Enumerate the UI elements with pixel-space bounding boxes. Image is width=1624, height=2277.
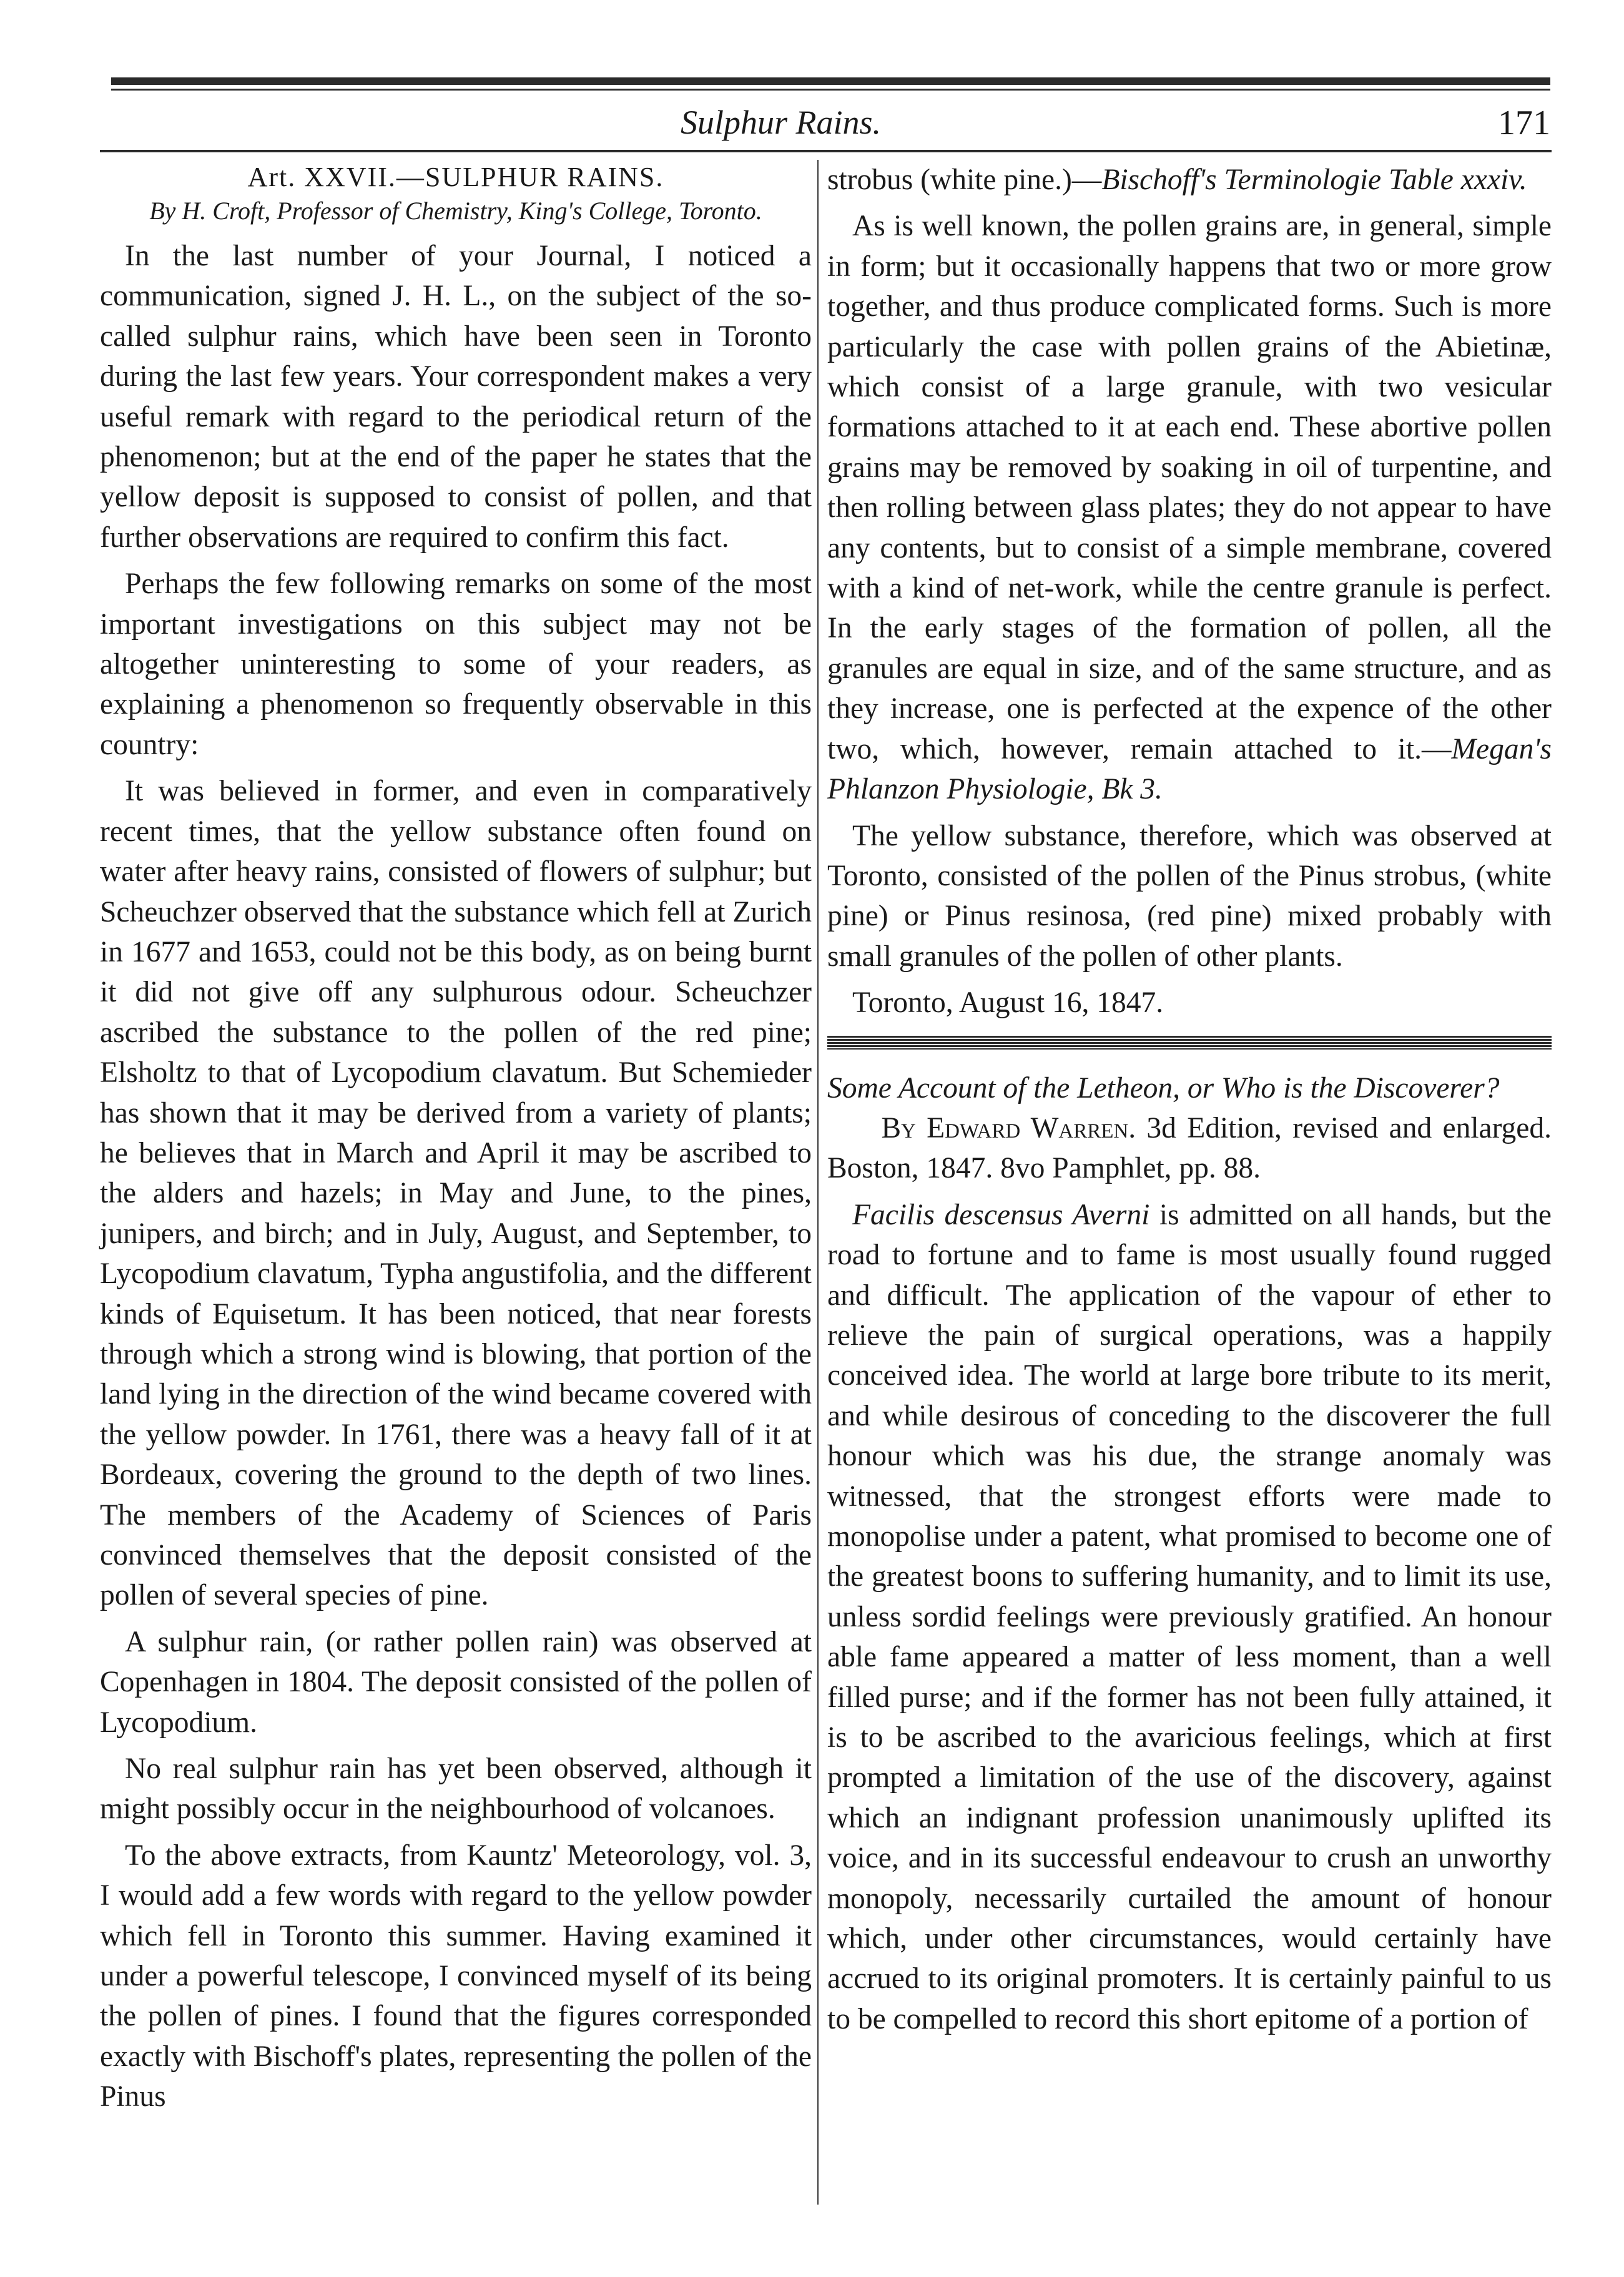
review-body <box>827 1195 1552 2040</box>
article-signature: Toronto, August 16, 1847. <box>852 986 1164 1020</box>
running-title: Sulphur Rains. <box>681 104 882 141</box>
article-paragraph-pollen <box>827 206 1552 809</box>
article-title: Art. XXVII.—SULPHUR RAINS. <box>247 162 664 192</box>
latin-phrase: Facilis descensus Averni <box>852 1198 1150 1231</box>
article-paragraph-conclusion: The yellow substance, therefore, which was observed at Toronto, consisted of the pollen of the Pinus strobus, (white pine) or Pinus resinosa, (red pine) mixed probably with small granules of the pollen of other plants. <box>827 819 1552 973</box>
article-paragraph-6: To the above extracts, from Kauntz' Meteorology, vol. 3, I would add a few words with regard to the yellow powder which fell in Toronto this summer. Having examined it under a powerful telescope, I convinced myself of its being the pollen of pines. I found that the figures corresponded exactly with Bischoff's plates, representing the pollen of the Pinus <box>100 1839 812 2113</box>
article-byline: By H. Croft, Professor of Chemistry, King's College, Toronto. <box>149 197 762 225</box>
column-divider <box>817 160 819 2205</box>
page-number: 171 <box>1498 104 1550 142</box>
continued-text: strobus (white pine.)— <box>827 164 1102 196</box>
review-heading <box>827 1068 1552 1189</box>
article-paragraph-1: In the last number of your Journal, I noticed a communication, signed J. H. L., on the subject of the so-called sulphur rains, which have been seen in Toronto during the last few years. Your correspondent makes a very useful remark with regard to the periodical return of the phenomenon; but at the end of the paper he states that the yellow deposit is supposed to consist of pollen, and that further observations are required to confirm this fact. <box>100 240 812 554</box>
article-paragraph-2: Perhaps the few following remarks on some of the most important investigations on this subject may not be altogether uninteresting to some of your readers, as explaining a phenomenon so frequently observable in this country: <box>100 568 812 761</box>
citation-bischoff: Bischoff's Terminologie Table xxxiv. <box>1101 164 1527 196</box>
top-double-rule-thin <box>111 89 1550 91</box>
review-details: 3d Edition, revised and enlarged. Boston, 1847. 8vo Pamphlet, pp. 88. <box>827 1111 1552 1185</box>
section-rule <box>827 1036 1552 1050</box>
article-paragraph-3: It was believed in former, and even in comparatively recent times, that the yellow substance often found on water after heavy rains, consisted of flowers of sulphur; but Scheuchzer observed that the substance which fell at Zurich in 1677 and 1653, could not be this body, as on being burnt it did not give off any sulphurous odour. Scheuchzer ascribed the substance to the pollen of the red pine; Elsholtz to that of Lycopodium clavatum. But Schemieder has shown that it may be derived from a variety of plants; he believes that in March and April it may be ascribed to the alders and hazels; in May and June, to the pines, junipers, and birch; and in July, August, and September, to Lycopodium clavatum, Typha angustifolia, and the different kinds of Equisetum. It has been noticed, that near forests through which a strong wind is blowing, that portion of the land lying in the direction of the wind became covered with the yellow powder. In 1761, there was a heavy fall of it at Bordeaux, covering the ground to the depth of two lines. The members of the Academy of Sciences of Paris convinced themselves that the deposit consisted of the pollen of several species of pine. <box>100 775 812 1612</box>
left-column <box>100 160 812 2123</box>
article-paragraph-continued <box>827 160 1552 200</box>
review-title: Some Account of the Letheon, or Who is the Discoverer? <box>827 1071 1500 1104</box>
top-double-rule-thick <box>111 77 1550 85</box>
article-paragraph-4: A sulphur rain, (or rather pollen rain) was observed at Copenhagen in 1804. The deposit consisted of the pollen of Lycopodium. <box>100 1625 812 1739</box>
review-body-text: is admitted on all hands, but the road to fortune and to fame is most usually found rugged and difficult. The application of the vapour of ether to relieve the pain of surgical operations, was a happily conceived idea. The world at large bore tribute to its merit, and while desirous of conceding to the discoverer the full honour which was his due, the strange anomaly was witnessed, that the strongest efforts were made to monopolise under a patent, what promised to become one of the greatest boons to suffering humanity, and to limit its use, unless sordid feelings were previously gratified. An honour able fame appeared a matter of less moment, than a well filled purse; and if the former has not been fully attained, it is to be ascribed to the avaricious feelings, which at first prompted a limitation of the use of the discovery, against which an indignant profession unanimously uplifted its voice, and in its successful endeavour to crush an unworthy monopoly, necessarily curtailed the amount of honour which, under other circumstances, would certainly have accrued to its original promoters. It is certainly painful to us to be compelled to record this short epitome of a portion of <box>827 1198 1552 2035</box>
header-rule <box>100 150 1552 152</box>
review-author: By Edward Warren. <box>881 1111 1136 1144</box>
citation-megan: Megan's Phlanzon Physiologie, Bk 3. <box>827 732 1552 806</box>
pollen-text: As is well known, the pollen grains are, in general, simple in form; but it occasionally happens that two or more grow together, and thus produce complicated forms. Such is more particularly the case with pollen grains of the Abietinæ, which consist of a large granule, with two vesicular formations attached to it at each end. These abortive pollen grains may be removed by soaking in oil of turpentine, and then rolling between glass plates; they do not appear to have any contents, but to consist of a simple membrane, covered with a kind of net-work, while the centre granule is perfect. In the early stages of the formation of pollen, all the granules are equal in size, and of the same structure, and as they increase, one is perfected at the expence of the other two, which, however, remain attached to it.— <box>827 210 1552 765</box>
right-column <box>827 160 1552 2045</box>
article-paragraph-5: No real sulphur rain has yet been observed, although it might possibly occur in the neighbourhood of volcanoes. <box>100 1753 812 1826</box>
review-author-by <box>881 1112 1136 1144</box>
